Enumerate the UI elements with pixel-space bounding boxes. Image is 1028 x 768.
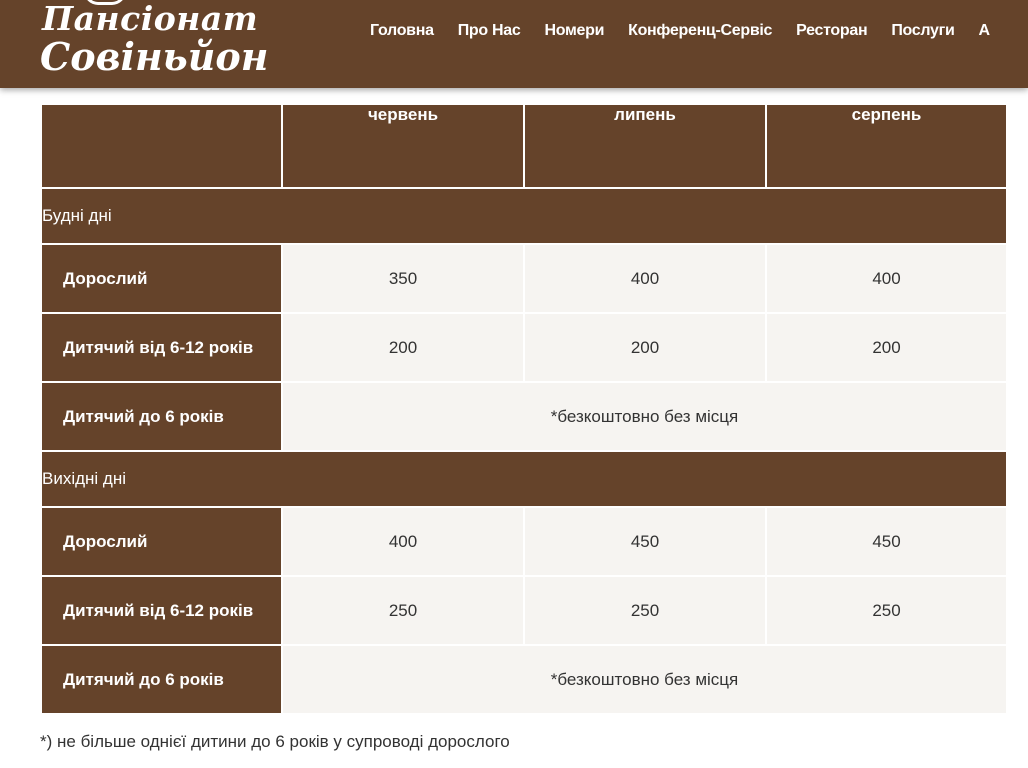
row-label: Дитячий до 6 років [41, 645, 282, 714]
logo-line-2: Совіньйон [40, 34, 269, 79]
price-cell: 200 [282, 313, 524, 382]
table-row [41, 244, 1007, 313]
table-row [41, 382, 1007, 451]
price-cell: 350 [282, 244, 524, 313]
table-row [41, 645, 1007, 714]
price-cell: 250 [282, 576, 524, 645]
price-cell: 450 [766, 507, 1007, 576]
table-row [41, 576, 1007, 645]
price-cell: 400 [766, 244, 1007, 313]
price-cell: 400 [282, 507, 524, 576]
table-row [41, 507, 1007, 576]
free-note-cell: *безкоштовно без місця [282, 382, 1007, 451]
footnote: *) не більше однієї дитини до 6 років у супроводі дорослого [40, 732, 510, 751]
nav-item-rooms[interactable]: Номери [544, 22, 605, 39]
nav-item-conference[interactable]: Конференц-Сервіс [628, 22, 773, 39]
row-label: Дитячий від 6-12 років [41, 576, 282, 645]
nav-item-home[interactable]: Головна [370, 22, 434, 39]
table-header-row [41, 104, 1007, 188]
free-note-cell: *безкоштовно без місця [282, 645, 1007, 714]
table-row [41, 313, 1007, 382]
header-cell-june: червень [282, 104, 524, 188]
nav-item-cut-off[interactable]: А [978, 22, 990, 39]
nav-item-restaurant[interactable]: Ресторан [796, 22, 868, 39]
price-cell: 250 [766, 576, 1007, 645]
price-cell: 250 [524, 576, 766, 645]
section-title: Будні дні [41, 188, 1007, 244]
price-cell: 200 [524, 313, 766, 382]
section-row-weekdays [41, 188, 1007, 244]
header-cell-empty [41, 104, 282, 188]
row-label: Дитячий до 6 років [41, 382, 282, 451]
row-label: Дорослий [41, 507, 282, 576]
site-header [0, 0, 1028, 88]
price-cell: 200 [766, 313, 1007, 382]
header-cell-august: серпень [766, 104, 1007, 188]
row-label: Дорослий [41, 244, 282, 313]
row-label: Дитячий від 6-12 років [41, 313, 282, 382]
price-table [40, 103, 1008, 715]
price-cell: 400 [524, 244, 766, 313]
nav-item-about[interactable]: Про Нас [457, 22, 521, 39]
section-row-weekends [41, 451, 1007, 507]
main-nav [370, 20, 1014, 42]
price-cell: 450 [524, 507, 766, 576]
section-title: Вихідні дні [41, 451, 1007, 507]
header-cell-july: липень [524, 104, 766, 188]
nav-item-services[interactable]: Послуги [891, 22, 955, 39]
logo-line-1: Пансіонат [42, 0, 259, 38]
page-content-top [0, 88, 1028, 104]
